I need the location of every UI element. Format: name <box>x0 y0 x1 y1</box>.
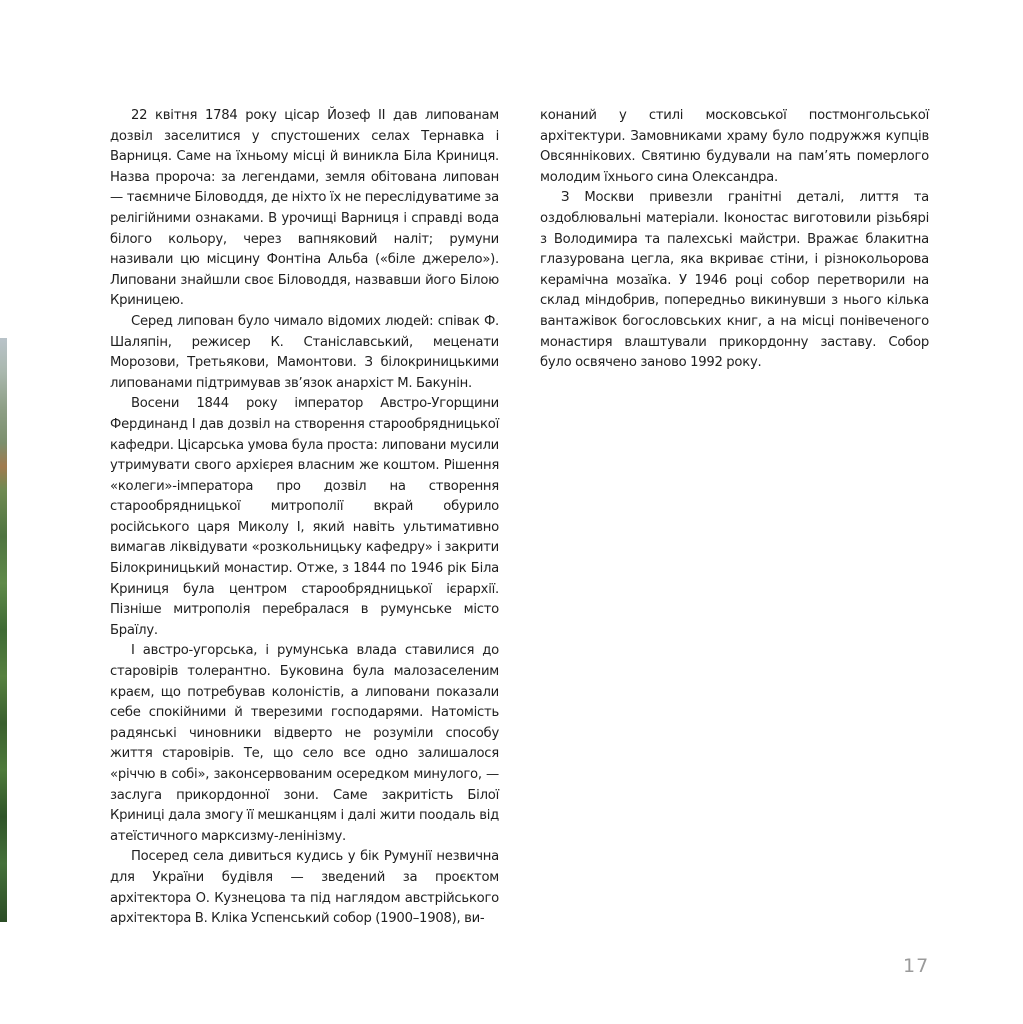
text-column-right <box>540 106 929 374</box>
paragraph: І австро-угорська, і румунська влада ставилися до старовірів толерантно. Буковина була малозаселеним краєм, що потребував колоністів, а липовани показали себе спокійними й тверезими господарями. Натомість радянські чиновники відверто не розуміли способу життя старовірів. Те, що село все одно залишалося «річчю в собі», законсервованим осередком минулого, — заслуга прикордонної зони. Саме закритість Білої Криниці дала змогу її мешканцям і далі жити поодаль від атеїстичного марксизму-ленінізму. <box>110 643 499 844</box>
paragraph: 22 квітня 1784 року цісар Йозеф II дав липованам дозвіл заселитися у спустошених селах Тернавка і Варниця. Саме на їхньому місці й виникла Біла Криниця. Назва пророча: за легендами, земля обітована липован — таємниче Біловоддя, де ніхто їх не переслідуватиме за релігійними ознаками. В урочищі Варниця і справді вода білого кольору, через вапняковий наліт; румуни називали цю місцину Фонтіна Альба («біле джерело»). Липовани знайшли своє Біловоддя, назвавши його Білою Криницею. <box>110 108 499 309</box>
paragraph: Серед липован було чимало відомих людей: співак Ф. Шаляпін, режисер К. Станіславський, меценати Морозови, Третьякови, Мамонтови. З білокриницькими липованами підтримував зв’язок анархіст М. Бакунін. <box>110 313 499 391</box>
paragraph: З Москви привезли гранітні деталі, лиття та оздоблювальні матеріали. Іконостас виготовили різьбярі з Володимира та палехські майстри. Вражає блакитна глазурована цегла, яка вкриває стіни, і різнокольорова керамічна мозаїка. У 1946 році собор перетворили на склад міндобрив, попередньо викинувши з нього кілька вантажівок богословських книг, а на місці понівеченого монастиря влаштували прикордонну заставу. Собор було освячено заново 1992 року. <box>540 190 929 371</box>
paragraph: Посеред села дивиться кудись у бік Румунії незвична для України будівля — зведений за проєктом архітектора О. Кузнецова та під наглядом австрійського архітектора В. Кліка Успенський собор (1900–1908), ви- <box>110 849 499 927</box>
paragraph-continued: конаний у стилі московської постмонгольської архітектури. Замовниками храму було подружжя купців Овсяннікових. Святиню будували на пам’ять померлого молодим їхнього сина Олександра. <box>540 108 929 185</box>
text-column-left <box>110 106 499 930</box>
page-number: 17 <box>903 955 930 977</box>
paragraph: Восени 1844 року імператор Австро-Угорщини Фердинанд I дав дозвіл на створення старообрядницької кафедри. Цісарська умова була проста: липовани мусили утримувати свого архієрея власним же коштом. Рішення «колеги»-імператора про дозвіл на створення старообрядницької митрополії вкрай обурило російського царя Миколу I, який навіть ультимативно вимагав ліквідувати «розкольницьку кафедру» і закрити Білокриницький монастир. Отже, з 1844 по 1946 рік Біла Криниця була центром старообрядницької ієрархії. Пізніше митрополія перебралася в румунське місто Браїлу. <box>110 396 499 638</box>
adjacent-page-photo-edge <box>0 338 7 922</box>
